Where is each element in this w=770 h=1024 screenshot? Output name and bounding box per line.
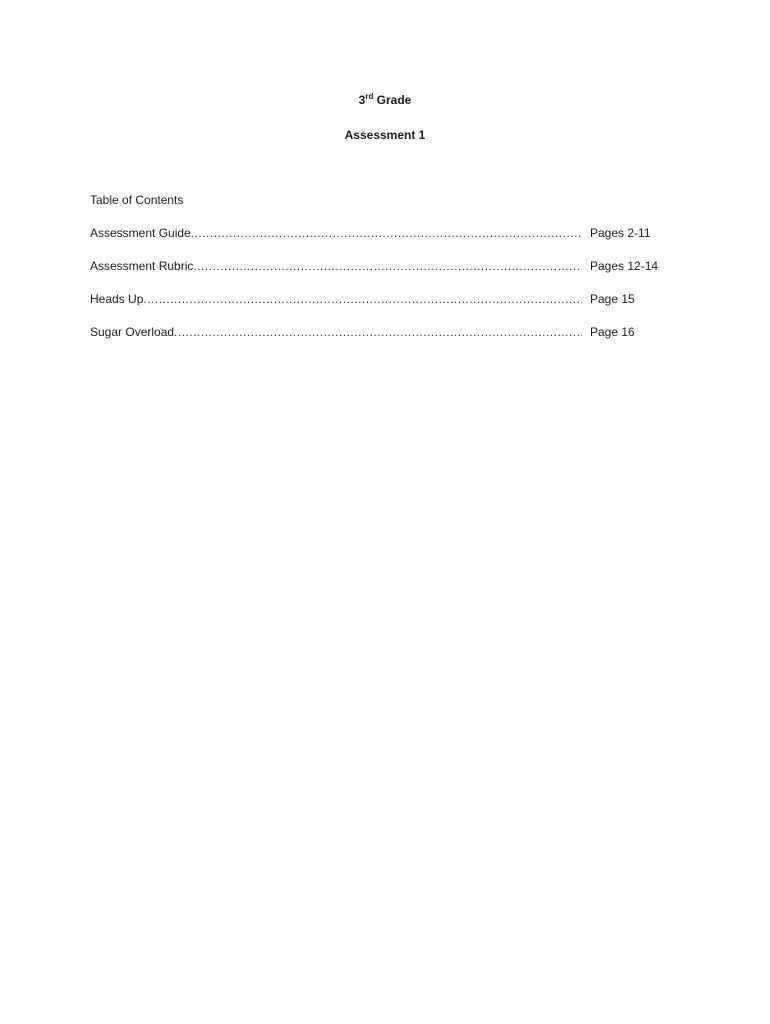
dot-leader bbox=[174, 325, 582, 339]
toc-entry-page: Pages 2-11 bbox=[590, 226, 651, 240]
table-of-contents bbox=[90, 226, 670, 358]
toc-entry-assessment-guide bbox=[90, 226, 670, 259]
toc-entry-label: Heads Up bbox=[90, 292, 144, 306]
toc-entry-page: Page 15 bbox=[590, 292, 635, 306]
toc-entry-page: Pages 12-14 bbox=[590, 259, 659, 273]
grade-suffix: rd bbox=[365, 92, 374, 101]
assessment-title: Assessment 1 bbox=[344, 128, 426, 142]
toc-entry-assessment-rubric bbox=[90, 259, 670, 292]
toc-entry-label: Assessment Guide bbox=[90, 226, 191, 240]
dot-leader bbox=[191, 226, 582, 240]
grade-number: 3 bbox=[358, 93, 366, 107]
grade-title bbox=[0, 93, 770, 107]
toc-entry-heads-up bbox=[90, 292, 670, 325]
dot-leader bbox=[193, 259, 582, 273]
dot-leader bbox=[143, 292, 582, 306]
toc-entry-page: Page 16 bbox=[590, 325, 635, 339]
toc-entry-sugar-overload bbox=[90, 325, 670, 358]
toc-entry-label: Assessment Rubric bbox=[90, 259, 194, 273]
toc-entry-label: Sugar Overload bbox=[90, 325, 175, 339]
grade-word: Grade bbox=[376, 93, 412, 107]
toc-heading: Table of Contents bbox=[90, 193, 184, 207]
